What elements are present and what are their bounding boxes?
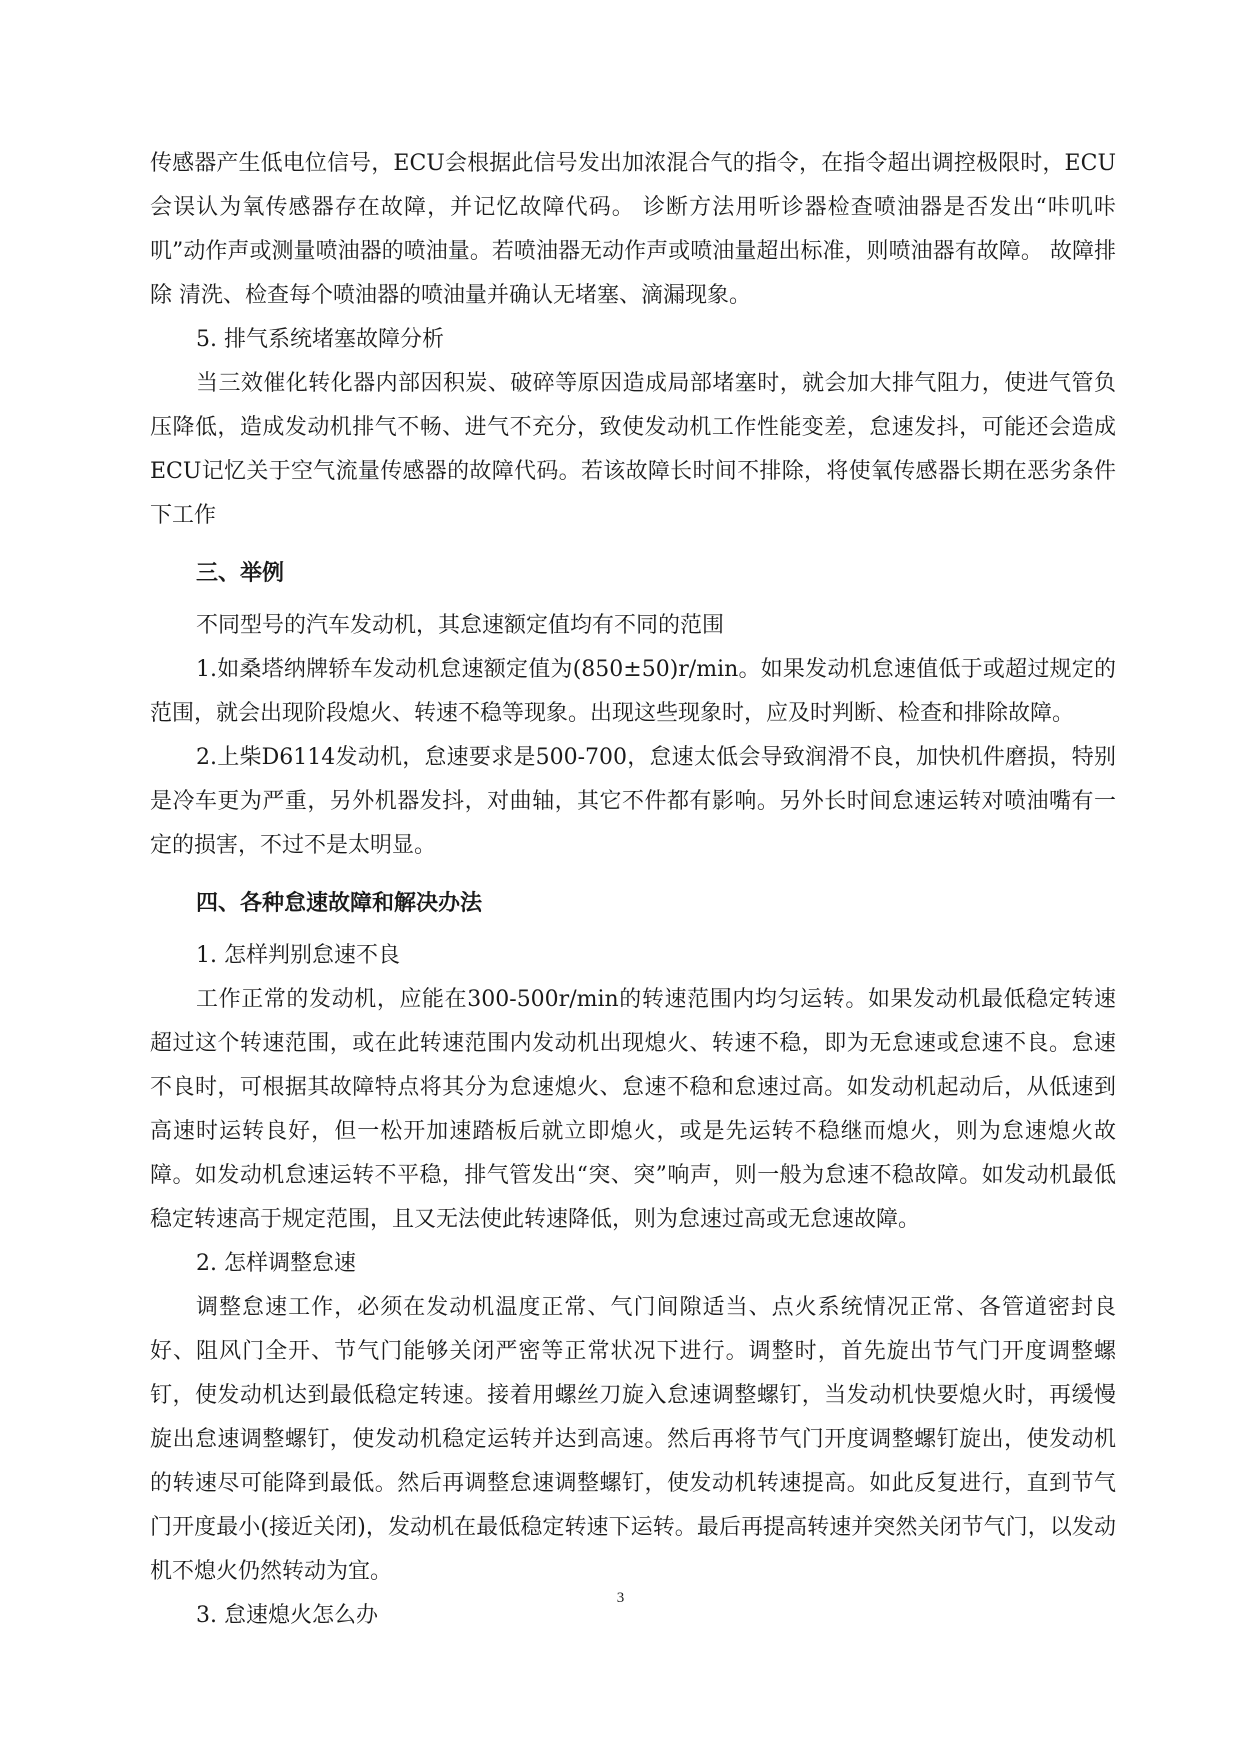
subheading-exhaust-blockage: 5. 排气系统堵塞故障分析 bbox=[196, 327, 444, 352]
paragraph-continuation: 传感器产生低电位信号，ECU会根据此信号发出加浓混合气的指令，在指令超出调控极限时，ECU会误认为氧传感器存在故障，并记忆故障代码。 诊断方法用听诊器检查喷油器是否发出“咔叽咔叽”动作声或测量喷油器的喷油量。若喷油器无动作声或喷油量超出标准，则喷油器有故障。 故障排除 清洗、检查每个喷油器的喷油量并确认无堵塞、滴漏现象。 bbox=[150, 151, 1116, 308]
document-body bbox=[150, 142, 1116, 1638]
paragraph-adjust-idle: 调整怠速工作，必须在发动机温度正常、气门间隙适当、点火系统情况正常、各管道密封良好、阻风门全开、节气门能够关闭严密等正常状况下进行。调整时，首先旋出节气门开度调整螺钉，使发动机达到最低稳定转速。接着用螺丝刀旋入怠速调整螺钉，当发动机快要熄火时，再缓慢旋出怠速调整螺钉，使发动机稳定运转并达到高速。然后再将节气门开度调整螺钉旋出，使发动机的转速尽可能降到最低。然后再调整怠速调整螺钉，使发动机转速提高。如此反复进行，直到节气门开度最小(接近关闭)，发动机在最低稳定转速下运转。最后再提高转速并突然关闭节气门，以发动机不熄火仍然转动为宜。 bbox=[150, 1295, 1116, 1584]
page-number: 3 bbox=[616, 1590, 625, 1606]
subheading-judge-idle: 1. 怎样判别怠速不良 bbox=[196, 943, 400, 968]
subheading-idle-stall: 3. 怠速熄火怎么办 bbox=[196, 1603, 378, 1628]
paragraph-example-santana: 1.如桑塔纳牌轿车发动机怠速额定值为(850±50)r/min。如果发动机怠速值低于或超过规定的范围，就会出现阶段熄火、转速不稳等现象。出现这些现象时，应及时判断、检查和排除故障。 bbox=[150, 657, 1116, 726]
paragraph-judge-idle: 工作正常的发动机，应能在300-500r/min的转速范围内均匀运转。如果发动机最低稳定转速超过这个转速范围，或在此转速范围内发动机出现熄火、转速不稳，即为无怠速或怠速不良。怠速不良时，可根据其故障特点将其分为怠速熄火、怠速不稳和怠速过高。如发动机起动后，从低速到高速时运转良好，但一松开加速踏板后就立即熄火，或是先运转不稳继而熄火，则为怠速熄火故障。如发动机怠速运转不平稳，排气管发出“突、突”响声，则一般为怠速不稳故障。如发动机最低稳定转速高于规定范围，且又无法使此转速降低，则为怠速过高或无怠速故障。 bbox=[150, 987, 1116, 1232]
paragraph-example-d6114: 2.上柴D6114发动机，怠速要求是500-700，怠速太低会导致润滑不良，加快机件磨损，特别是冷车更为严重，另外机器发抖，对曲轴，其它不件都有影响。另外长时间怠速运转对喷油嘴有一定的损害，不过不是太明显。 bbox=[150, 745, 1116, 858]
paragraph-exhaust-blockage: 当三效催化转化器内部因积炭、破碎等原因造成局部堵塞时，就会加大排气阻力，使进气管负压降低，造成发动机排气不畅、进气不充分，致使发动机工作性能变差，怠速发抖，可能还会造成ECU记忆关于空气流量传感器的故障代码。若该故障长时间不排除，将使氧传感器长期在恶劣条件下工作 bbox=[150, 371, 1116, 528]
subheading-adjust-idle: 2. 怎样调整怠速 bbox=[196, 1251, 356, 1276]
section-heading-examples: 三、举例 bbox=[196, 561, 285, 586]
section-heading-idle-faults: 四、各种怠速故障和解决办法 bbox=[196, 891, 483, 916]
paragraph-examples-intro: 不同型号的汽车发动机，其怠速额定值均有不同的范围 bbox=[196, 613, 725, 638]
